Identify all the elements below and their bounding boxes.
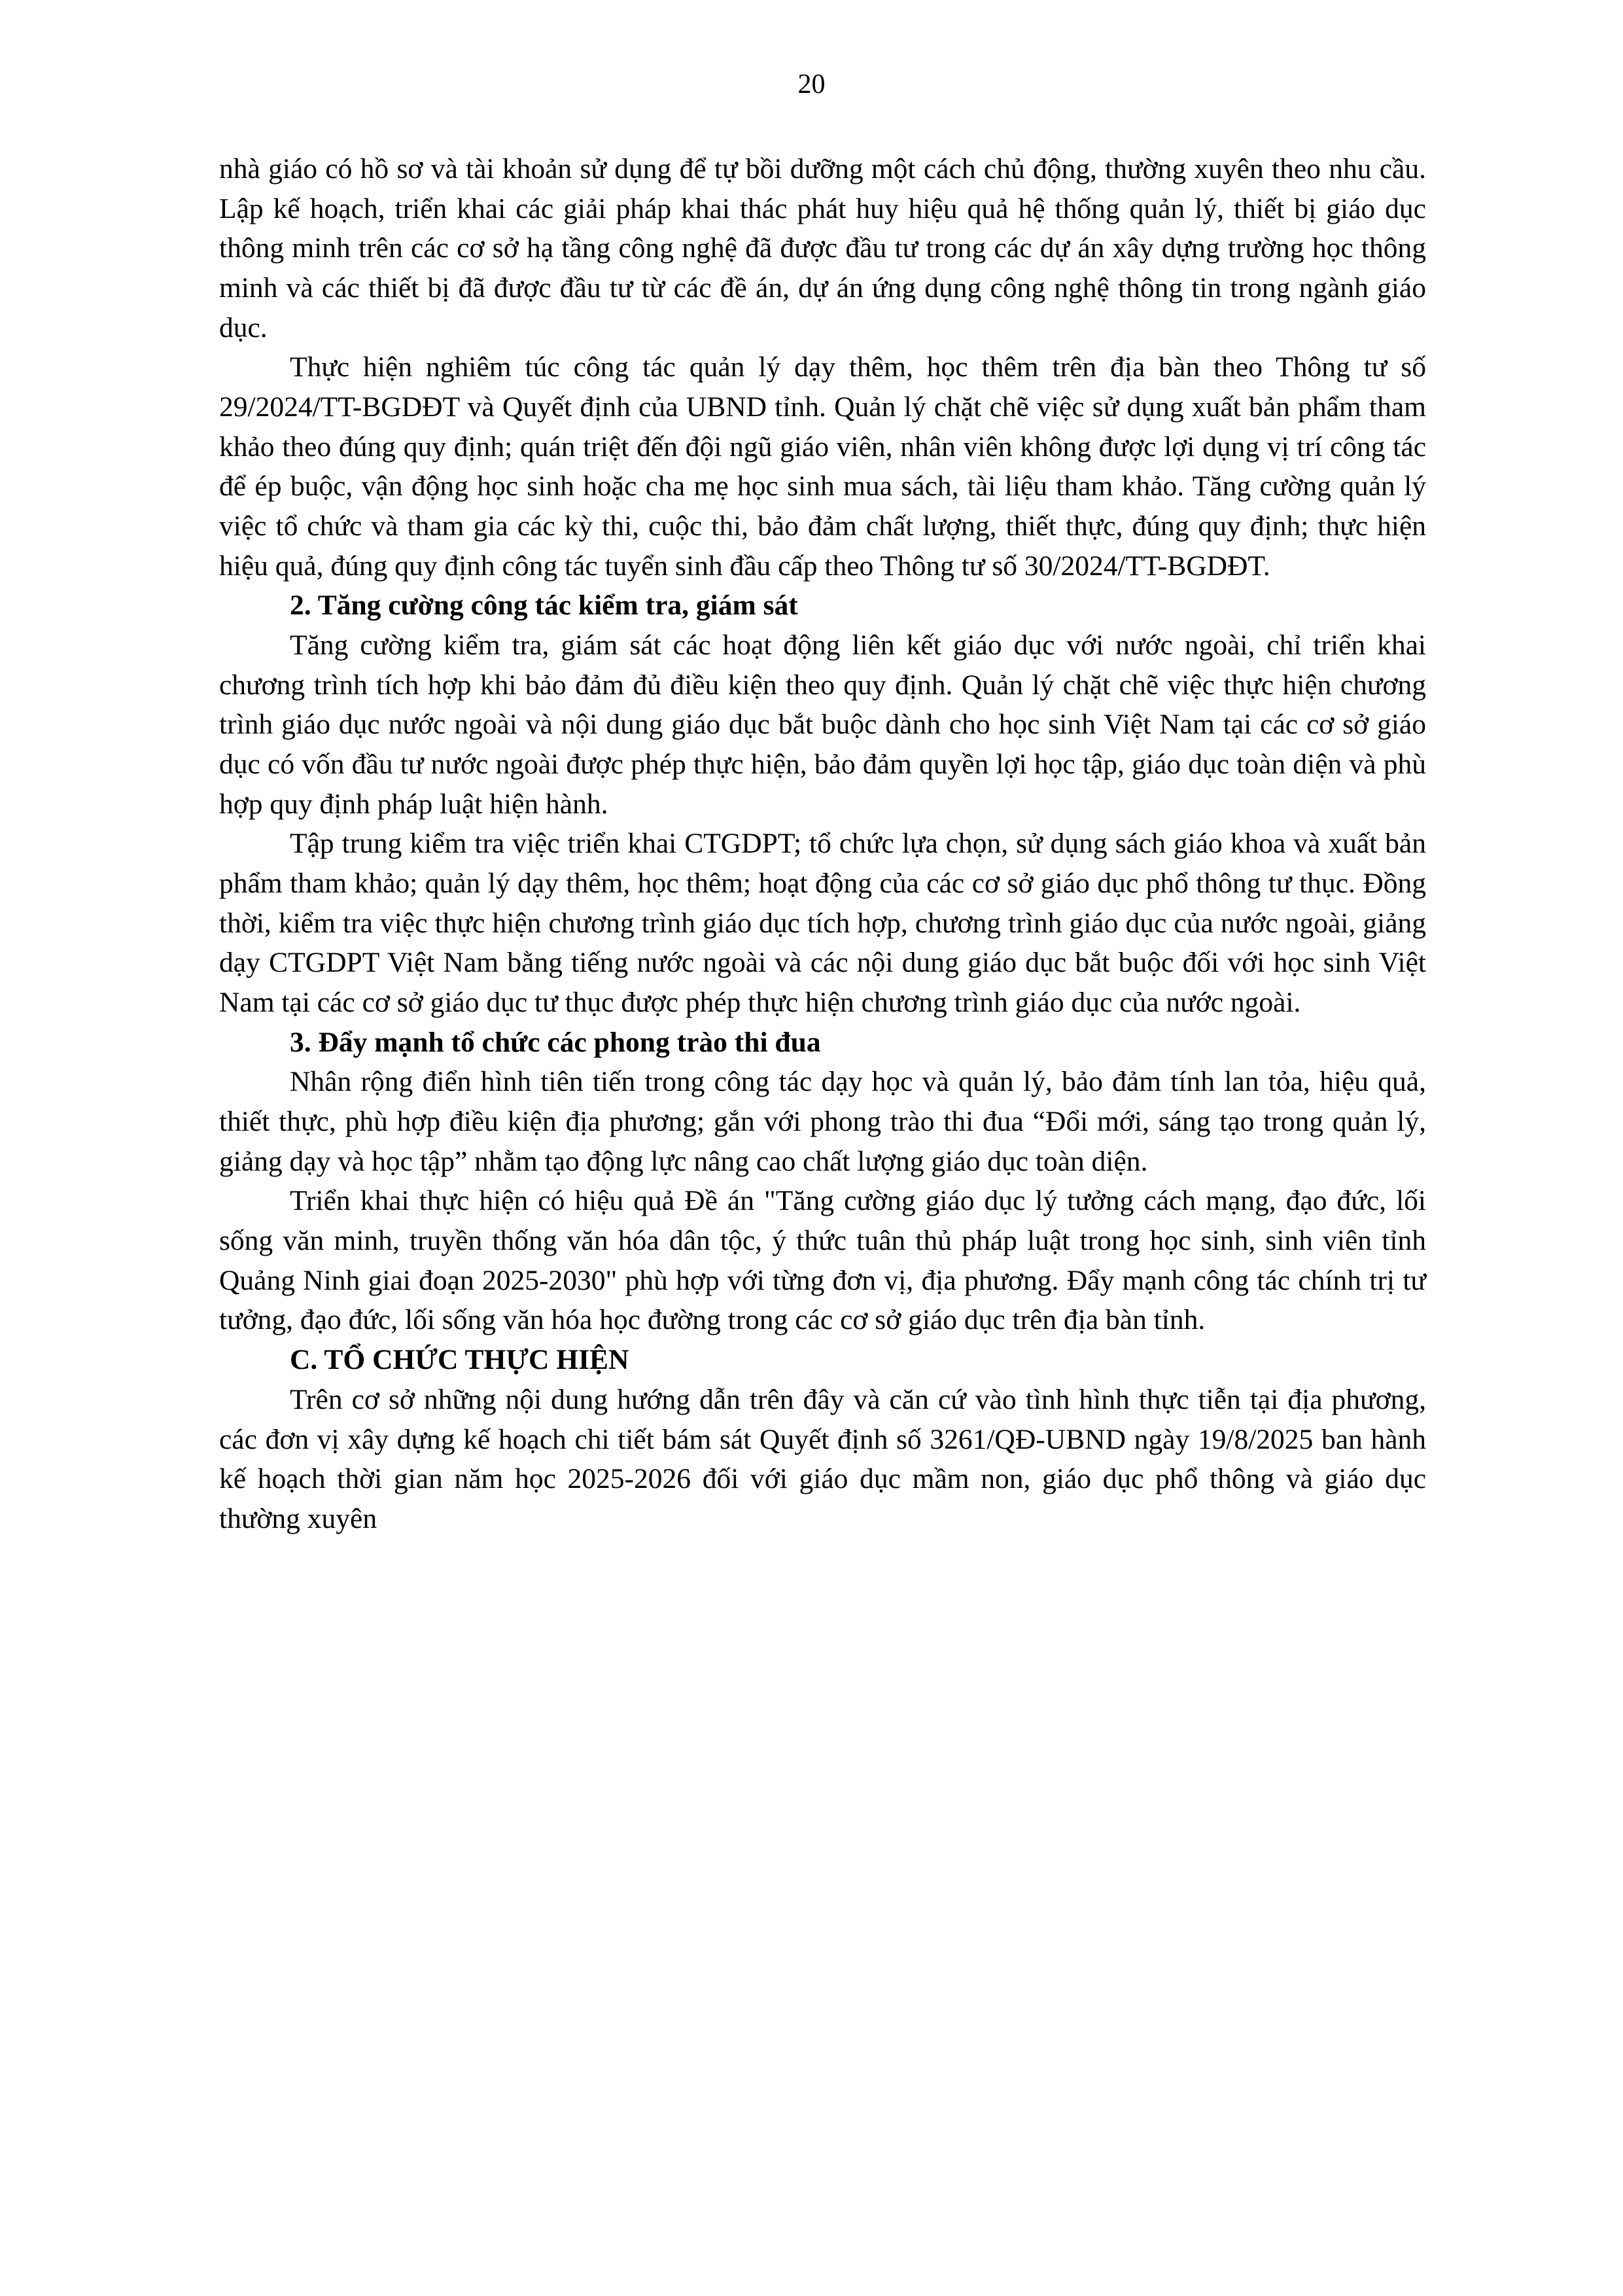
paragraph: Thực hiện nghiêm túc công tác quản lý dạy thêm, học thêm trên địa bàn theo Thông tư số 29/2024/TT-BGDĐT và Quyết định của UBND tỉnh. Quản lý chặt chẽ việc sử dụng xuất bản phẩm tham khảo theo đúng quy định; quán triệt đến đội ngũ giáo viên, nhân viên không được lợi dụng vị trí công tác để ép buộc, vận động học sinh hoặc cha mẹ học sinh mua sách, tài liệu tham khảo. Tăng cường quản lý việc tổ chức và tham gia các kỳ thi, cuộc thi, bảo đảm chất lượng, thiết thực, đúng quy định; thực hiện hiệu quả, đúng quy định công tác tuyển sinh đầu cấp theo Thông tư số 30/2024/TT-BGDĐT. xyxy=(219,351,1426,582)
section-heading-c: C. TỔ CHỨC THỰC HIỆN xyxy=(290,1344,629,1376)
paragraph: Tăng cường kiểm tra, giám sát các hoạt động liên kết giáo dục với nước ngoài, chỉ triển khai chương trình tích hợp khi bảo đảm đủ điều kiện theo quy định. Quản lý chặt chẽ việc thực hiện chương trình giáo dục nước ngoài và nội dung giáo dục bắt buộc dành cho học sinh Việt Nam tại các cơ sở giáo dục có vốn đầu tư nước ngoài được phép thực hiện, bảo đảm quyền lợi học tập, giáo dục toàn diện và phù hợp quy định pháp luật hiện hành. xyxy=(219,629,1426,820)
paragraph: Triển khai thực hiện có hiệu quả Đề án "Tăng cường giáo dục lý tưởng cách mạng, đạo đức, lối sống văn minh, truyền thống văn hóa dân tộc, ý thức tuân thủ pháp luật trong học sinh, sinh viên tỉnh Quảng Ninh giai đoạn 2025-2030" phù hợp với từng đơn vị, địa phương. Đẩy mạnh công tác chính trị tư tưởng, đạo đức, lối sống văn hóa học đường trong các cơ sở giáo dục trên địa bàn tỉnh. xyxy=(219,1185,1426,1336)
document-body xyxy=(219,149,1426,1539)
paragraph-continued: nhà giáo có hồ sơ và tài khoản sử dụng để tự bồi dưỡng một cách chủ động, thường xuyên theo nhu cầu. Lập kế hoạch, triển khai các giải pháp khai thác phát huy hiệu quả hệ thống quản lý, thiết bị giáo dục thông minh trên các cơ sở hạ tầng công nghệ đã được đầu tư trong các dự án xây dựng trường học thông minh và các thiết bị đã được đầu tư từ các đề án, dự án ứng dụng công nghệ thông tin trong ngành giáo dục. xyxy=(219,153,1426,344)
paragraph: Trên cơ sở những nội dung hướng dẫn trên đây và căn cứ vào tình hình thực tiễn tại địa phương, các đơn vị xây dựng kế hoạch chi tiết bám sát Quyết định số 3261/QĐ-UBND ngày 19/8/2025 ban hành kế hoạch thời gian năm học 2025-2026 đối với giáo dục mầm non, giáo dục phổ thông và giáo dục thường xuyên xyxy=(219,1383,1426,1534)
page-number: 20 xyxy=(797,69,826,99)
paragraph: Tập trung kiểm tra việc triển khai CTGDPT; tổ chức lựa chọn, sử dụng sách giáo khoa và xuất bản phẩm tham khảo; quản lý dạy thêm, học thêm; hoạt động của các cơ sở giáo dục phổ thông tư thục. Đồng thời, kiểm tra việc thực hiện chương trình giáo dục tích hợp, chương trình giáo dục của nước ngoài, giảng dạy CTGDPT Việt Nam bằng tiếng nước ngoài và các nội dung giáo dục bắt buộc đối với học sinh Việt Nam tại các cơ sở giáo dục tư thục được phép thực hiện chương trình giáo dục của nước ngoài. xyxy=(219,828,1426,1019)
paragraph: Nhân rộng điển hình tiên tiến trong công tác dạy học và quản lý, bảo đảm tính lan tỏa, hiệu quả, thiết thực, phù hợp điều kiện địa phương; gắn với phong trào thi đua “Đổi mới, sáng tạo trong quản lý, giảng dạy và học tập” nhằm tạo động lực nâng cao chất lượng giáo dục toàn diện. xyxy=(219,1066,1426,1177)
section-heading-3: 3. Đẩy mạnh tổ chức các phong trào thi đua xyxy=(290,1026,821,1058)
section-heading-2: 2. Tăng cường công tác kiểm tra, giám sát xyxy=(290,590,798,622)
